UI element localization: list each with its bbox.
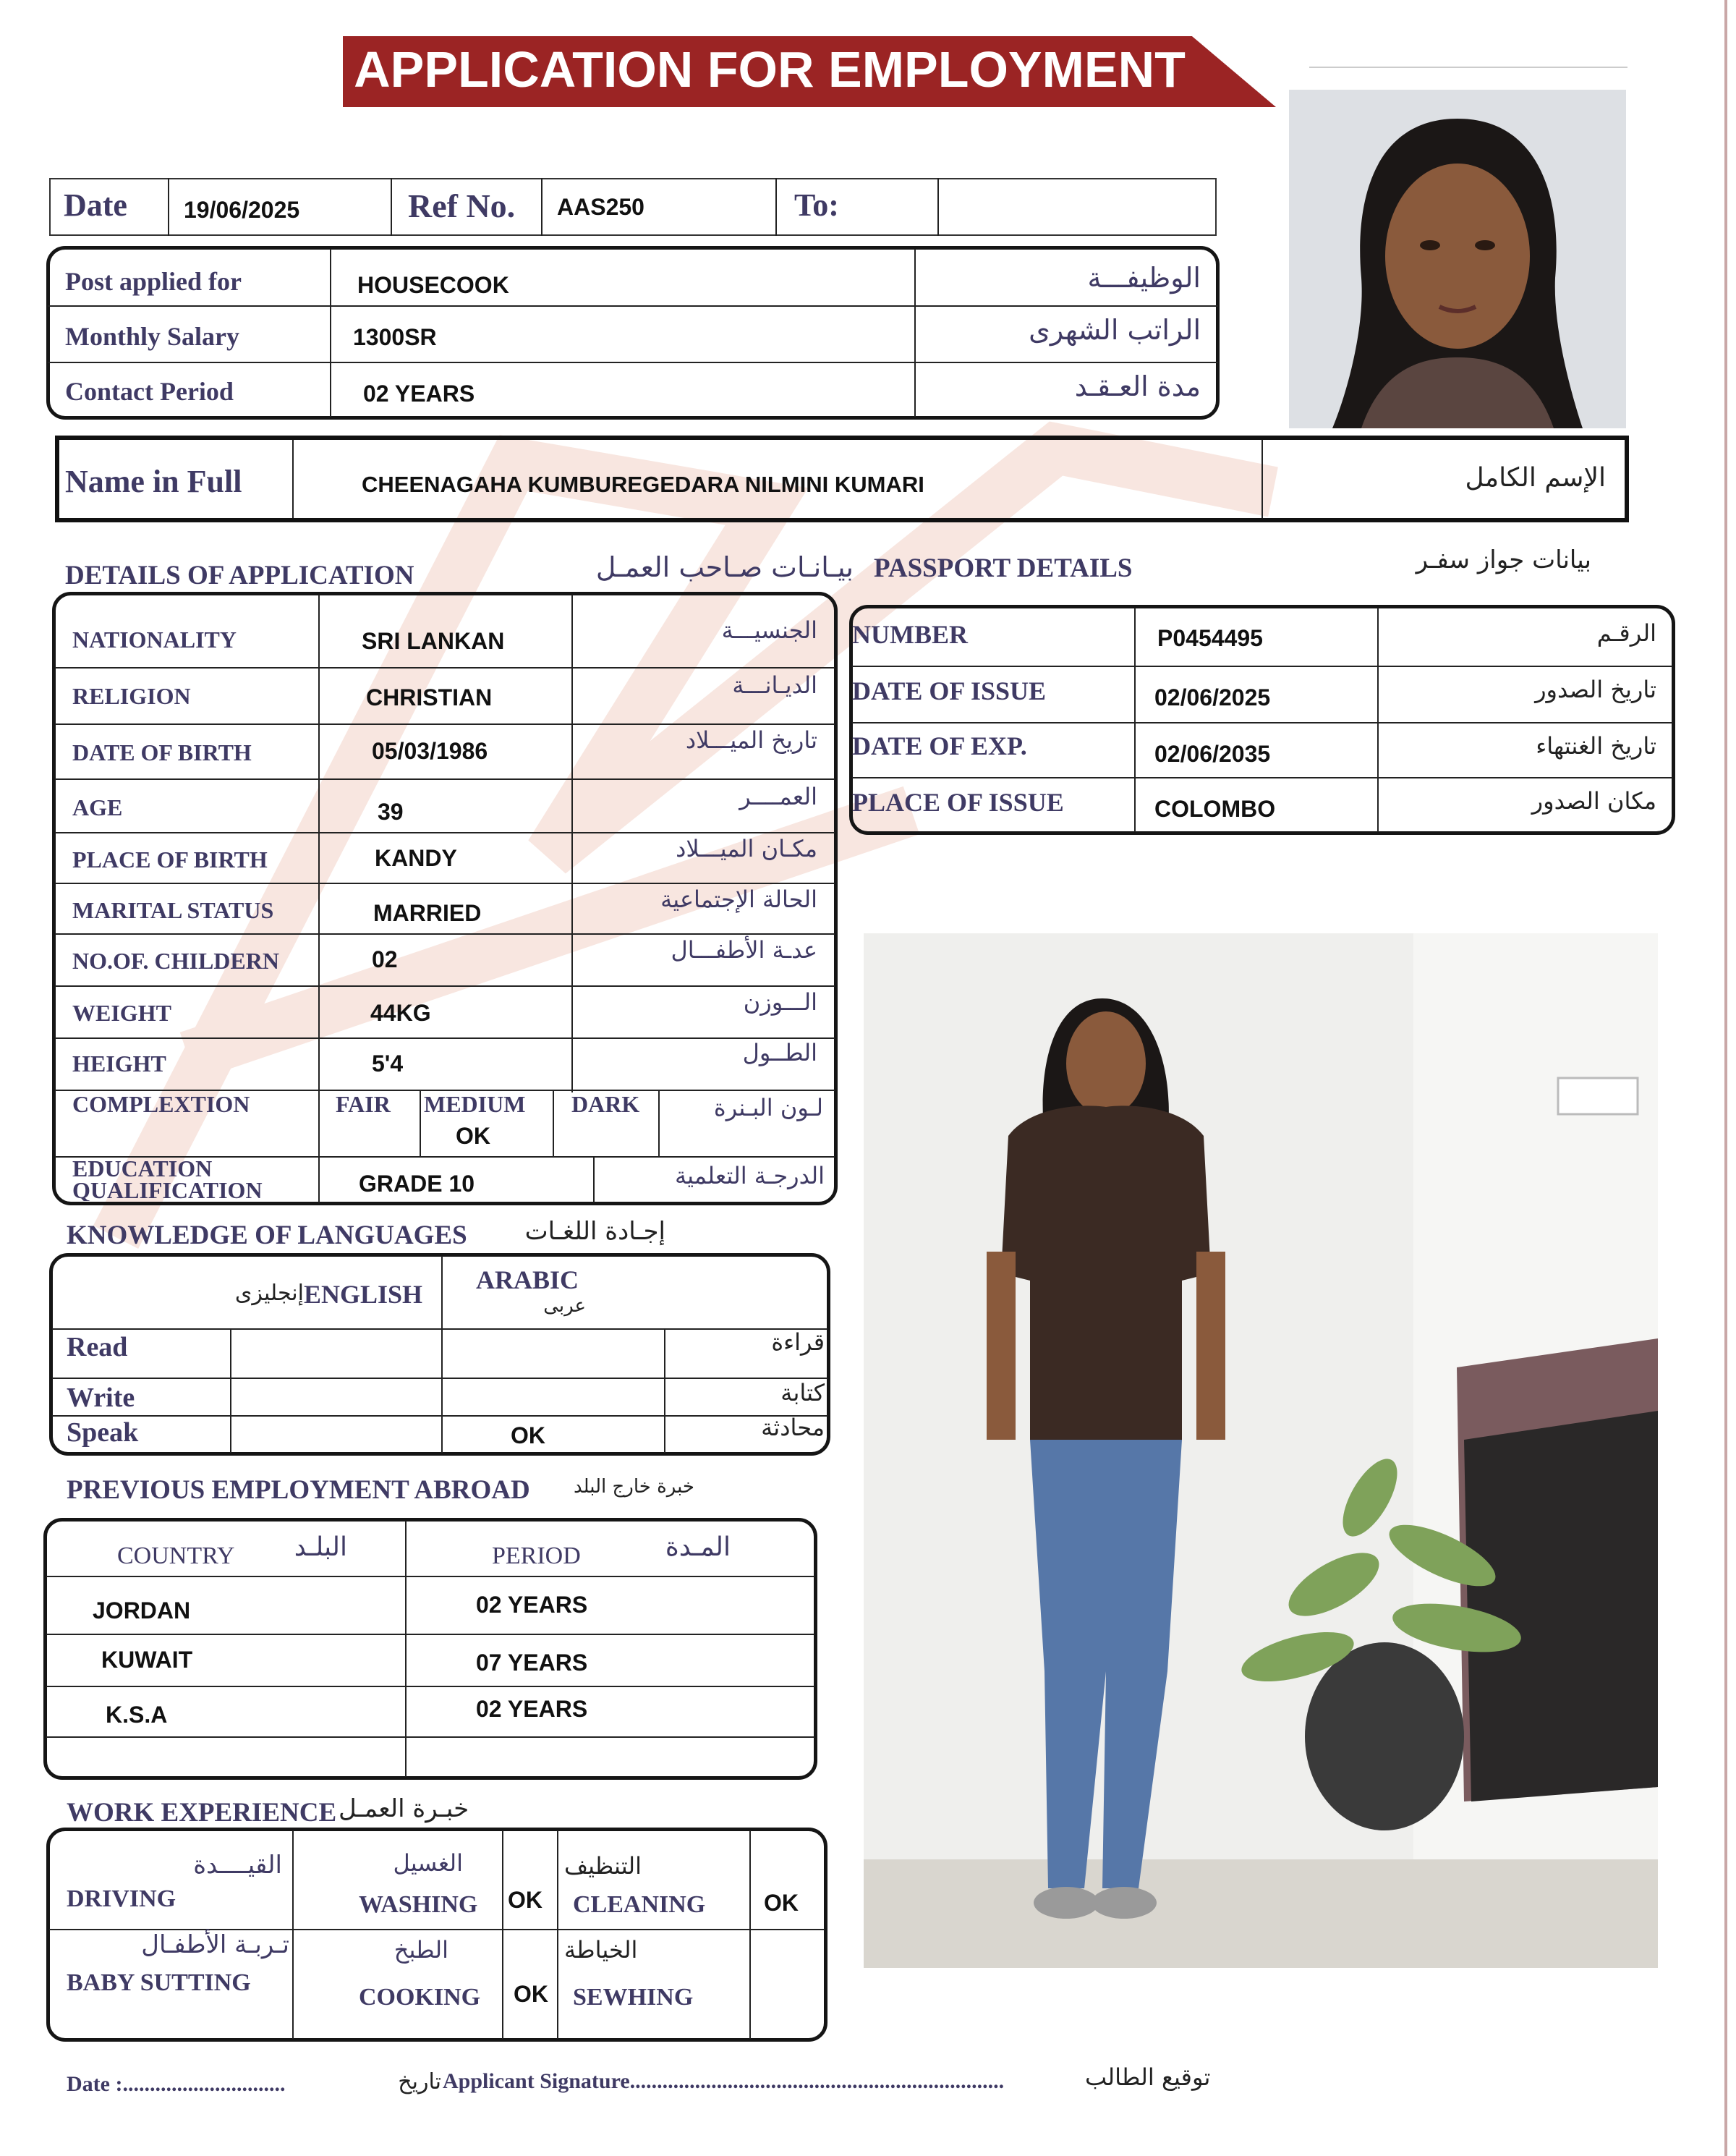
- driving-label: DRIVING: [67, 1885, 176, 1912]
- post-value: HOUSECOOK: [357, 272, 509, 298]
- details-col: [571, 595, 573, 1092]
- languages-col: [230, 1328, 231, 1453]
- ref-value: AAS250: [557, 194, 644, 220]
- religion-label: RELIGION: [72, 683, 191, 709]
- passport-exp-label: DATE OF EXP.: [852, 731, 1027, 760]
- full-body-photo: [864, 933, 1658, 1968]
- details-divider: [55, 883, 835, 884]
- write-label: Write: [67, 1383, 135, 1413]
- nationality-label: NATIONALITY: [72, 627, 237, 653]
- baby-ar: تـربـة الأطفـال: [141, 1930, 289, 1959]
- english-ar: إنجليزى: [234, 1281, 304, 1306]
- washing-value: OK: [508, 1887, 542, 1913]
- job-divider: [48, 362, 1218, 363]
- period-ar: مدة العـقـد: [1074, 370, 1201, 402]
- header-divider: [937, 178, 939, 236]
- children-value: 02: [372, 946, 398, 972]
- passport-number-label: NUMBER: [852, 620, 968, 649]
- read-ar: قراءة: [771, 1328, 825, 1356]
- portrait-photo: [1289, 90, 1626, 428]
- passport-exp-value: 02/06/2035: [1154, 741, 1271, 767]
- to-label: To:: [794, 187, 839, 223]
- complexion-medium: MEDIUM: [424, 1091, 526, 1117]
- period-2: 07 YEARS: [476, 1650, 588, 1676]
- passport-place-label: PLACE OF ISSUE: [852, 788, 1064, 817]
- passport-issue-ar: تاريخ الصدور: [1535, 676, 1656, 703]
- passport-divider: [852, 666, 1672, 667]
- languages-heading: KNOWLEDGE OF LANGUAGES: [67, 1221, 467, 1250]
- signature-ar: توقيع الطالب: [1085, 2063, 1211, 2091]
- name-label: Name in Full: [65, 464, 242, 499]
- cooking-ar: الطبخ: [393, 1936, 448, 1964]
- title-rule: [1309, 67, 1628, 68]
- driving-ar: القيــــدة: [193, 1851, 282, 1880]
- arabic-label: ARABIC: [476, 1265, 579, 1294]
- complexion-label: COMPLEXTION: [72, 1091, 250, 1117]
- period-col-ar: المـدة: [665, 1532, 731, 1562]
- page-title: APPLICATION FOR EMPLOYMENT: [354, 41, 1186, 98]
- cooking-value: OK: [514, 1981, 548, 2007]
- header-divider: [391, 178, 392, 236]
- complexion-fair: FAIR: [336, 1091, 391, 1117]
- dob-value: 05/03/1986: [372, 738, 488, 764]
- footer-date-label: Date :..............................: [67, 2072, 286, 2096]
- details-heading-ar: بيـانـات صـاحب العمـل: [595, 551, 854, 583]
- post-label: Post applied for: [65, 267, 242, 296]
- weight-ar: الـــوزن: [743, 988, 817, 1016]
- weight-value: 44KG: [370, 1000, 431, 1026]
- date-label: Date: [64, 187, 127, 223]
- salary-label: Monthly Salary: [65, 322, 240, 351]
- page-edge: [1724, 0, 1727, 2156]
- previous-divider: [46, 1634, 814, 1635]
- complexion-ar: لـون البـنرة: [713, 1094, 823, 1121]
- dob-label: DATE OF BIRTH: [72, 739, 252, 765]
- details-heading: DETAILS OF APPLICATION: [65, 561, 414, 590]
- passport-issue-value: 02/06/2025: [1154, 684, 1271, 710]
- cooking-label: COOKING: [359, 1984, 481, 2011]
- previous-heading: PREVIOUS EMPLOYMENT ABROAD: [67, 1475, 530, 1505]
- languages-heading-ar: إجـادة اللغـات: [524, 1217, 665, 1246]
- pob-ar: مكـان الميـــلاد: [676, 835, 817, 862]
- details-col: [318, 595, 320, 1202]
- speak-ar: محادثة: [761, 1414, 825, 1441]
- passport-number-ar: الرقـم: [1596, 619, 1656, 647]
- details-divider: [55, 778, 835, 780]
- height-value: 5'4: [372, 1051, 404, 1077]
- work-col: [557, 1830, 558, 2039]
- work-heading-ar: خبـرة العمـل: [339, 1794, 469, 1823]
- passport-heading: PASSPORT DETAILS: [874, 553, 1133, 583]
- previous-col: [405, 1521, 407, 1777]
- passport-place-value: COLOMBO: [1154, 796, 1276, 822]
- salary-value: 1300SR: [353, 324, 437, 350]
- post-ar: الوظيفـــة: [1087, 262, 1201, 294]
- passport-col: [1134, 608, 1136, 832]
- marital-ar: الحالة الإجتماعية: [660, 886, 817, 913]
- period-label: Contact Period: [65, 377, 234, 406]
- previous-divider: [46, 1736, 814, 1738]
- arabic-ar: عربى: [543, 1295, 586, 1317]
- nationality-ar: الجنسيـــة: [721, 616, 817, 644]
- job-divider: [48, 305, 1218, 307]
- education-value: GRADE 10: [359, 1171, 475, 1197]
- country-1: JORDAN: [93, 1597, 191, 1624]
- previous-divider: [46, 1576, 814, 1577]
- complexion-divider: [658, 1090, 660, 1156]
- speak-label: Speak: [67, 1417, 139, 1448]
- name-divider: [292, 440, 294, 518]
- read-label: Read: [67, 1332, 128, 1362]
- marital-value: MARRIED: [373, 900, 482, 926]
- country-2: KUWAIT: [101, 1647, 193, 1673]
- children-ar: عدـة الأطفـــال: [671, 936, 817, 964]
- signature-label: Applicant Signature.....................................................................: [443, 2069, 1005, 2093]
- header-divider: [168, 178, 169, 236]
- country-label: COUNTRY: [117, 1542, 235, 1569]
- period-col-label: PERIOD: [492, 1542, 581, 1569]
- complexion-divider: [553, 1090, 554, 1156]
- ref-label: Ref No.: [408, 187, 516, 224]
- sewing-ar: الخياطة: [564, 1936, 638, 1964]
- age-label: AGE: [72, 794, 123, 820]
- education-ar: الدرجـة التعلمية: [674, 1162, 825, 1189]
- english-label: ENGLISH: [304, 1280, 423, 1309]
- passport-place-ar: مكان الصدور: [1531, 787, 1656, 815]
- religion-ar: الديـانـــة: [732, 671, 817, 699]
- name-value: CHEENAGAHA KUMBUREGEDARA NILMINI KUMARI: [362, 472, 924, 497]
- job-divider: [914, 249, 916, 417]
- work-col: [292, 1830, 294, 2039]
- passport-number-value: P0454495: [1157, 625, 1263, 651]
- cleaning-label: CLEANING: [573, 1891, 706, 1918]
- name-ar: الإسم الكامل: [1465, 463, 1606, 493]
- sewing-label: SEWHING: [573, 1984, 694, 2011]
- weight-label: WEIGHT: [72, 1000, 171, 1026]
- details-divider: [55, 832, 835, 833]
- details-divider: [55, 985, 835, 987]
- languages-col: [664, 1328, 665, 1453]
- complexion-divider: [420, 1090, 421, 1156]
- religion-value: CHRISTIAN: [366, 684, 493, 710]
- dob-ar: تاريخ الميـــلاد: [685, 726, 817, 754]
- height-label: HEIGHT: [72, 1051, 166, 1077]
- marital-label: MARITAL STATUS: [72, 897, 274, 923]
- passport-col: [1377, 608, 1379, 832]
- pob-value: KANDY: [375, 845, 457, 871]
- passport-exp-ar: تاريخ الغنتهاء: [1536, 732, 1656, 760]
- children-label: NO.OF. CHILDERN: [72, 948, 279, 974]
- date-value: 19/06/2025: [184, 197, 300, 223]
- age-value: 39: [378, 799, 404, 825]
- age-ar: العمــــر: [739, 783, 817, 810]
- complexion-dark: DARK: [571, 1091, 640, 1117]
- work-heading: WORK EXPERIENCE: [67, 1798, 337, 1828]
- cleaning-value: OK: [764, 1890, 799, 1916]
- header-divider: [541, 178, 542, 236]
- period-3: 02 YEARS: [476, 1696, 588, 1722]
- country-3: K.S.A: [106, 1702, 168, 1728]
- details-divider: [55, 667, 835, 669]
- header-divider: [775, 178, 777, 236]
- education-divider: [593, 1156, 595, 1202]
- education-label: EDUCATION QUALIFICATION: [72, 1158, 263, 1201]
- passport-heading-ar: بيانات جواز سفـر: [1416, 546, 1591, 574]
- footer-date-ar: تاريخ: [398, 2069, 441, 2095]
- height-ar: الطــول: [742, 1039, 817, 1066]
- period-value: 02 YEARS: [363, 381, 475, 407]
- name-divider: [1261, 440, 1263, 518]
- washing-ar: الغسيل: [393, 1849, 463, 1877]
- languages-col: [441, 1256, 443, 1453]
- nationality-value: SRI LANKAN: [362, 628, 505, 654]
- work-col: [749, 1830, 751, 2039]
- washing-label: WASHING: [359, 1891, 478, 1918]
- write-ar: كتابة: [780, 1379, 825, 1406]
- speak-arabic: OK: [511, 1422, 545, 1448]
- passport-divider: [852, 722, 1672, 723]
- pob-label: PLACE OF BIRTH: [72, 846, 268, 873]
- job-divider: [330, 249, 331, 417]
- cleaning-ar: التنظيف: [564, 1852, 642, 1880]
- details-divider: [55, 723, 835, 725]
- work-col: [502, 1830, 503, 2039]
- baby-label: BABY SUTTING: [67, 1969, 251, 1996]
- previous-heading-ar: خبرة خارج البلد: [574, 1476, 694, 1498]
- salary-ar: الراتب الشهرى: [1029, 314, 1201, 346]
- passport-issue-label: DATE OF ISSUE: [852, 676, 1047, 705]
- passport-divider: [852, 777, 1672, 778]
- previous-divider: [46, 1686, 814, 1687]
- details-divider: [55, 933, 835, 935]
- country-ar: البلـد: [294, 1532, 347, 1562]
- complexion-medium-value: OK: [456, 1123, 490, 1149]
- period-1: 02 YEARS: [476, 1592, 588, 1618]
